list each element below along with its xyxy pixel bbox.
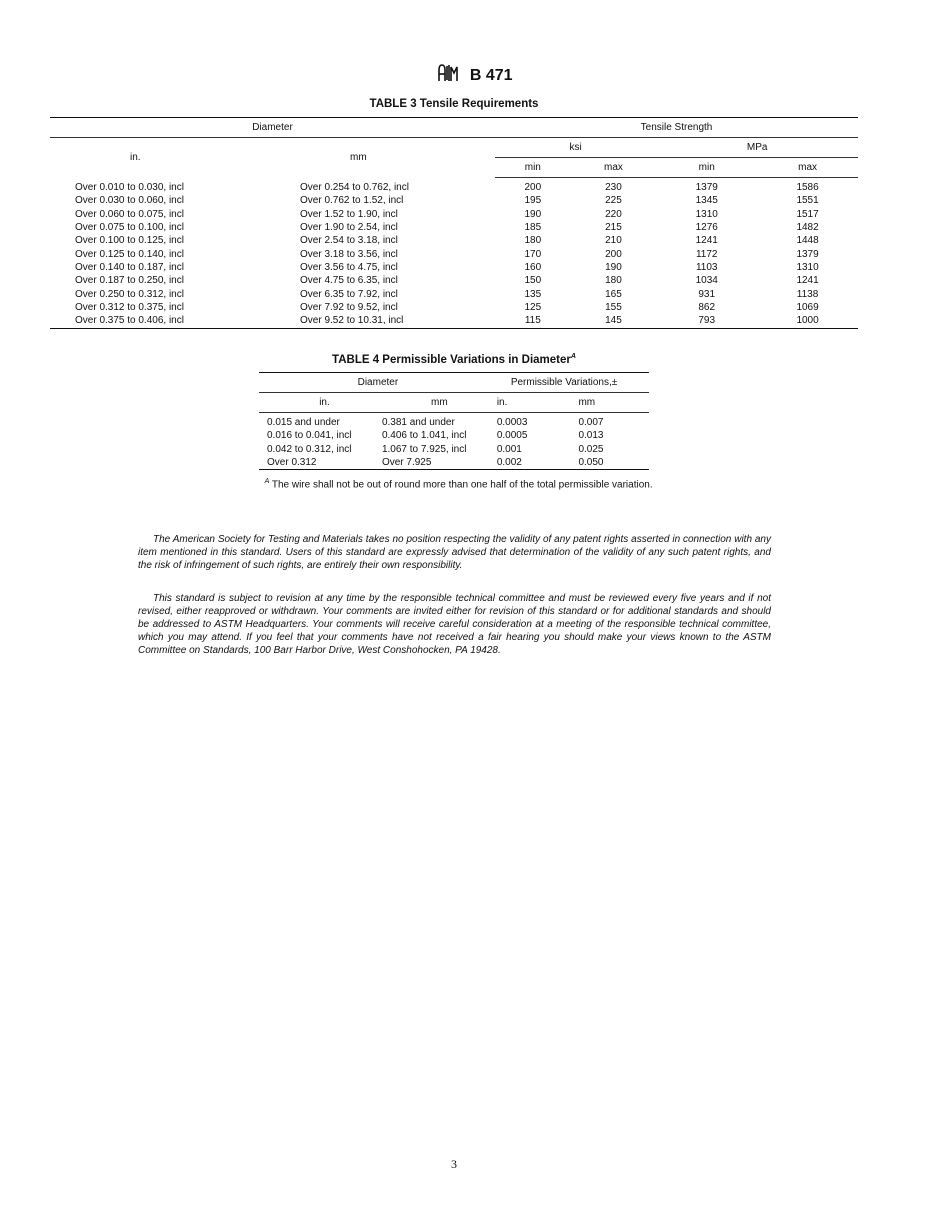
cell-mm: Over 7.925 <box>381 457 432 469</box>
cell-mm: Over 0.762 to 1.52, incl <box>300 195 404 207</box>
header-mpa: MPa <box>656 138 858 158</box>
cell-in: 0.042 to 0.312, incl <box>267 443 352 455</box>
cell-mpa-max: 1138 <box>796 288 819 300</box>
table-row <box>50 301 858 314</box>
cell-ksi-max: 190 <box>605 261 622 273</box>
cell-mm: Over 1.90 to 2.54, incl <box>300 222 398 234</box>
header-ksi-max: max <box>571 158 657 178</box>
header-in: in. <box>130 152 141 164</box>
table-row <box>50 178 858 195</box>
cell-mm: Over 9.52 to 10.31, incl <box>300 315 404 327</box>
cell-mpa-max: 1551 <box>796 195 819 207</box>
page-header <box>0 63 950 88</box>
table-row <box>50 221 858 234</box>
header-var-mm: mm <box>578 393 649 413</box>
cell-mm: Over 1.52 to 1.90, incl <box>300 208 398 220</box>
cell-mpa-min: 1034 <box>695 275 718 287</box>
table4-footnote-mark: A <box>570 353 576 360</box>
header-diameter: Diameter <box>259 373 497 393</box>
table-row <box>259 413 649 430</box>
cell-in: Over 0.010 to 0.030, incl <box>75 181 184 193</box>
cell-ksi-min: 160 <box>524 261 542 273</box>
cell-in: Over 0.140 to 0.187, incl <box>75 261 184 273</box>
header-permissible-variations: Permissible Variations,± <box>497 373 649 393</box>
cell-mm: Over 3.56 to 4.75, incl <box>300 261 398 273</box>
cell-mm: Over 6.35 to 7.92, incl <box>300 288 398 300</box>
cell-mpa-min: 1172 <box>695 248 718 260</box>
cell-mpa-max: 1310 <box>796 261 819 273</box>
cell-ksi-max: 145 <box>605 315 622 327</box>
cell-mm: 1.067 to 7.925, incl <box>381 443 467 455</box>
cell-in: Over 0.312 <box>267 457 317 469</box>
table4-footnote <box>259 475 654 491</box>
patent-notice: The American Society for Testing and Materials takes no position respecting the validity of any patent rights asserted in connection with any item mentioned in this standard. Users of this standard are expressly advised that determination of the validity of any such patent rights, and the risk of infringement of such rights, are entirely their own responsibility. <box>138 534 771 571</box>
header-in: in. <box>259 393 382 413</box>
table4-title-text: TABLE 4 Permissible Variations in Diameter <box>332 353 571 366</box>
cell-ksi-min: 150 <box>524 275 542 287</box>
cell-ksi-max: 155 <box>605 301 622 313</box>
cell-var-mm: 0.007 <box>578 417 604 429</box>
document-id: B 471 <box>469 66 513 84</box>
cell-ksi-min: 185 <box>524 222 542 234</box>
table3-title: TABLE 3 Tensile Requirements <box>369 98 539 110</box>
cell-mpa-min: 931 <box>698 288 716 300</box>
cell-mpa-max: 1000 <box>796 315 819 327</box>
header-tensile-strength: Tensile Strength <box>495 118 858 138</box>
header-mpa-max: max <box>757 158 858 178</box>
header-diameter: Diameter <box>50 118 495 138</box>
table-row <box>50 314 858 329</box>
header-ksi-min: min <box>495 158 571 178</box>
cell-mpa-min: 862 <box>698 301 716 313</box>
cell-ksi-max: 225 <box>605 195 622 207</box>
cell-ksi-min: 195 <box>524 195 542 207</box>
cell-mpa-min: 1276 <box>695 222 718 234</box>
cell-mm: Over 7.92 to 9.52, incl <box>300 301 398 313</box>
revision-notice: This standard is subject to revision at any time by the responsible technical committee and must be reviewed every five years and if not revised, either reapproved or withdrawn. Your comments are invited either for revision of this standard or for additional standards and should be addressed to ASTM Headquarters. Your comments will receive careful consideration at a meeting of the responsible technical committee, which you may attend. If you feel that your comments have not received a fair hearing you should make your views known to the ASTM Committee on Standards, 100 Barr Harbor Drive, West Conshohocken, PA 19428. <box>138 593 771 656</box>
cell-ksi-max: 200 <box>605 248 622 260</box>
cell-ksi-max: 210 <box>605 235 622 247</box>
cell-mpa-min: 1310 <box>695 208 718 220</box>
cell-var-mm: 0.050 <box>578 457 604 469</box>
cell-mpa-max: 1069 <box>796 301 819 313</box>
cell-var-mm: 0.025 <box>578 443 604 455</box>
table-row <box>259 429 649 442</box>
header-var-in: in. <box>497 393 579 413</box>
cell-mm: 0.406 to 1.041, incl <box>381 430 467 442</box>
cell-var-in: 0.0003 <box>496 417 528 429</box>
cell-mm: Over 3.18 to 3.56, incl <box>300 248 398 260</box>
cell-var-in: 0.002 <box>496 457 522 469</box>
cell-mm: Over 2.54 to 3.18, incl <box>300 235 398 247</box>
table-row <box>50 234 858 247</box>
cell-ksi-max: 230 <box>605 182 622 194</box>
cell-ksi-min: 170 <box>524 248 542 260</box>
cell-mpa-max: 1379 <box>796 248 819 260</box>
cell-mpa-max: 1241 <box>796 275 819 287</box>
cell-in: Over 0.125 to 0.140, incl <box>75 248 184 260</box>
table4-title <box>259 353 649 366</box>
cell-mm: Over 0.254 to 0.762, incl <box>300 181 409 193</box>
cell-ksi-min: 190 <box>524 208 542 220</box>
cell-in: Over 0.060 to 0.075, incl <box>75 208 184 220</box>
cell-mm: Over 4.75 to 6.35, incl <box>300 275 398 287</box>
cell-var-mm: 0.013 <box>578 430 604 442</box>
table-row <box>50 261 858 274</box>
table-row <box>259 456 649 470</box>
cell-ksi-max: 220 <box>605 208 622 220</box>
page-number: 3 <box>451 1157 457 1171</box>
table-row <box>50 194 858 207</box>
cell-ksi-max: 165 <box>605 288 622 300</box>
cell-mpa-min: 1345 <box>695 195 718 207</box>
table-row <box>259 443 649 456</box>
cell-in: Over 0.075 to 0.100, incl <box>75 222 184 234</box>
cell-in: Over 0.375 to 0.406, incl <box>75 315 184 327</box>
table-row <box>50 274 858 287</box>
table-row <box>50 208 858 221</box>
cell-ksi-max: 180 <box>605 275 622 287</box>
cell-mpa-min: 793 <box>698 315 716 327</box>
cell-mpa-min: 1379 <box>695 182 718 194</box>
cell-var-in: 0.001 <box>496 443 522 455</box>
cell-mpa-max: 1448 <box>796 235 819 247</box>
cell-mpa-min: 1103 <box>695 261 718 273</box>
cell-in: Over 0.100 to 0.125, incl <box>75 235 184 247</box>
header-mm: mm <box>350 152 367 164</box>
cell-in: Over 0.312 to 0.375, incl <box>75 301 184 313</box>
cell-mm: 0.381 and under <box>381 417 455 429</box>
header-ksi: ksi <box>495 138 656 158</box>
cell-mpa-max: 1517 <box>796 208 819 220</box>
astm-logo-icon <box>437 63 459 88</box>
cell-ksi-min: 200 <box>524 182 542 194</box>
cell-var-in: 0.0005 <box>496 430 528 442</box>
cell-in: Over 0.030 to 0.060, incl <box>75 195 184 207</box>
cell-ksi-min: 135 <box>524 288 542 300</box>
footnote-text: The wire shall not be out of round more than one half of the total permissible variation. <box>269 479 653 491</box>
cell-in: 0.016 to 0.041, incl <box>267 430 352 442</box>
table3-tensile-requirements <box>50 117 858 329</box>
cell-ksi-min: 115 <box>524 315 541 327</box>
cell-mpa-min: 1241 <box>695 235 718 247</box>
cell-ksi-min: 180 <box>524 235 542 247</box>
table-row <box>50 287 858 300</box>
footnote-mark: A <box>264 478 270 485</box>
table4-permissible-variations <box>259 372 649 470</box>
cell-in: Over 0.250 to 0.312, incl <box>75 288 184 300</box>
cell-ksi-min: 125 <box>524 301 542 313</box>
cell-in: 0.015 and under <box>267 417 340 429</box>
cell-ksi-max: 215 <box>605 222 622 234</box>
cell-in: Over 0.187 to 0.250, incl <box>75 275 184 287</box>
header-mpa-min: min <box>656 158 757 178</box>
table-row <box>50 247 858 260</box>
cell-mpa-max: 1482 <box>796 222 819 234</box>
header-mm: mm <box>382 393 497 413</box>
cell-mpa-max: 1586 <box>796 182 819 194</box>
